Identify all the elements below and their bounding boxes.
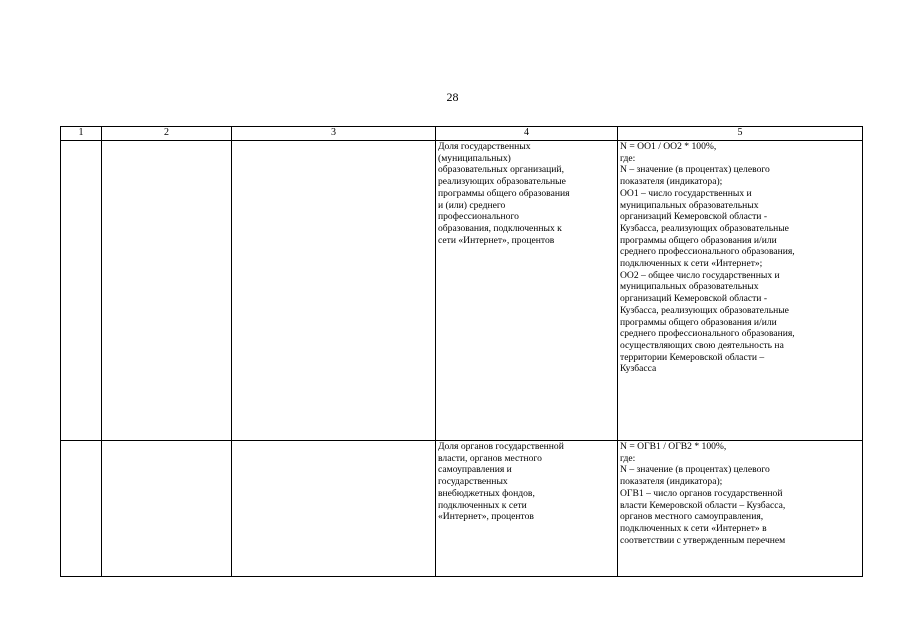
- row2-indicator-name: [436, 441, 618, 577]
- col-header-4: 4: [436, 127, 618, 141]
- row2-col2: [102, 441, 232, 577]
- row2-indicator-text: Доля органов государственной власти, органов местного самоуправления и государственных внебюджетных фондов, подключенных к сети «Интернет», процентов: [438, 441, 564, 523]
- row1-col3: [232, 141, 436, 441]
- row1-indicator-name: [436, 141, 618, 441]
- row1-col2: [102, 141, 232, 441]
- header-row: [61, 127, 863, 141]
- row2-col3: [232, 441, 436, 577]
- col-header-2: 2: [102, 127, 232, 141]
- row1-indicator-text: Доля государственных (муниципальных) образовательных организаций, реализующих образовательные программы общего образования и (или) среднего профессионального образования, подключенных к сети «Интернет», процентов: [438, 141, 570, 246]
- col-header-1: 1: [61, 127, 102, 141]
- row1-formula-text: N = ОО1 / ОО2 * 100%, где: N – значение (в процентах) целевого показателя (индикатора); ОО1 – число государственных и муниципальных образовательных организаций Кемеровской области - Кузбасса, реализующих образовательные программы общего образования и/или среднего профессионального образования, подключенных к сети «Интернет»; ОО2 – общее число государственных и муниципальных образовательных организаций Кемеровской области - Кузбасса, реализующих образовательные программы общего образования и/или среднего профессионального образования, осуществляющих свою деятельность на территории Кемеровской области – Кузбасса: [620, 141, 795, 375]
- col-header-5: 5: [618, 127, 863, 141]
- indicator-table: [60, 126, 863, 577]
- table-row: [61, 141, 863, 441]
- table-row: [61, 441, 863, 577]
- col-header-3: 3: [232, 127, 436, 141]
- row2-col1: [61, 441, 102, 577]
- row2-formula-text: N = ОГВ1 / ОГВ2 * 100%, где: N – значение (в процентах) целевого показателя (индикатора); ОГВ1 – число органов государственной власти Кемеровской области – Кузбасса, органов местного самоуправления, подключенных к сети «Интернет» в соответствии с утвержденным перечнем: [620, 441, 786, 546]
- row1-col1: [61, 141, 102, 441]
- row2-formula: [618, 441, 863, 577]
- row1-formula: [618, 141, 863, 441]
- page-number: 28: [446, 90, 459, 104]
